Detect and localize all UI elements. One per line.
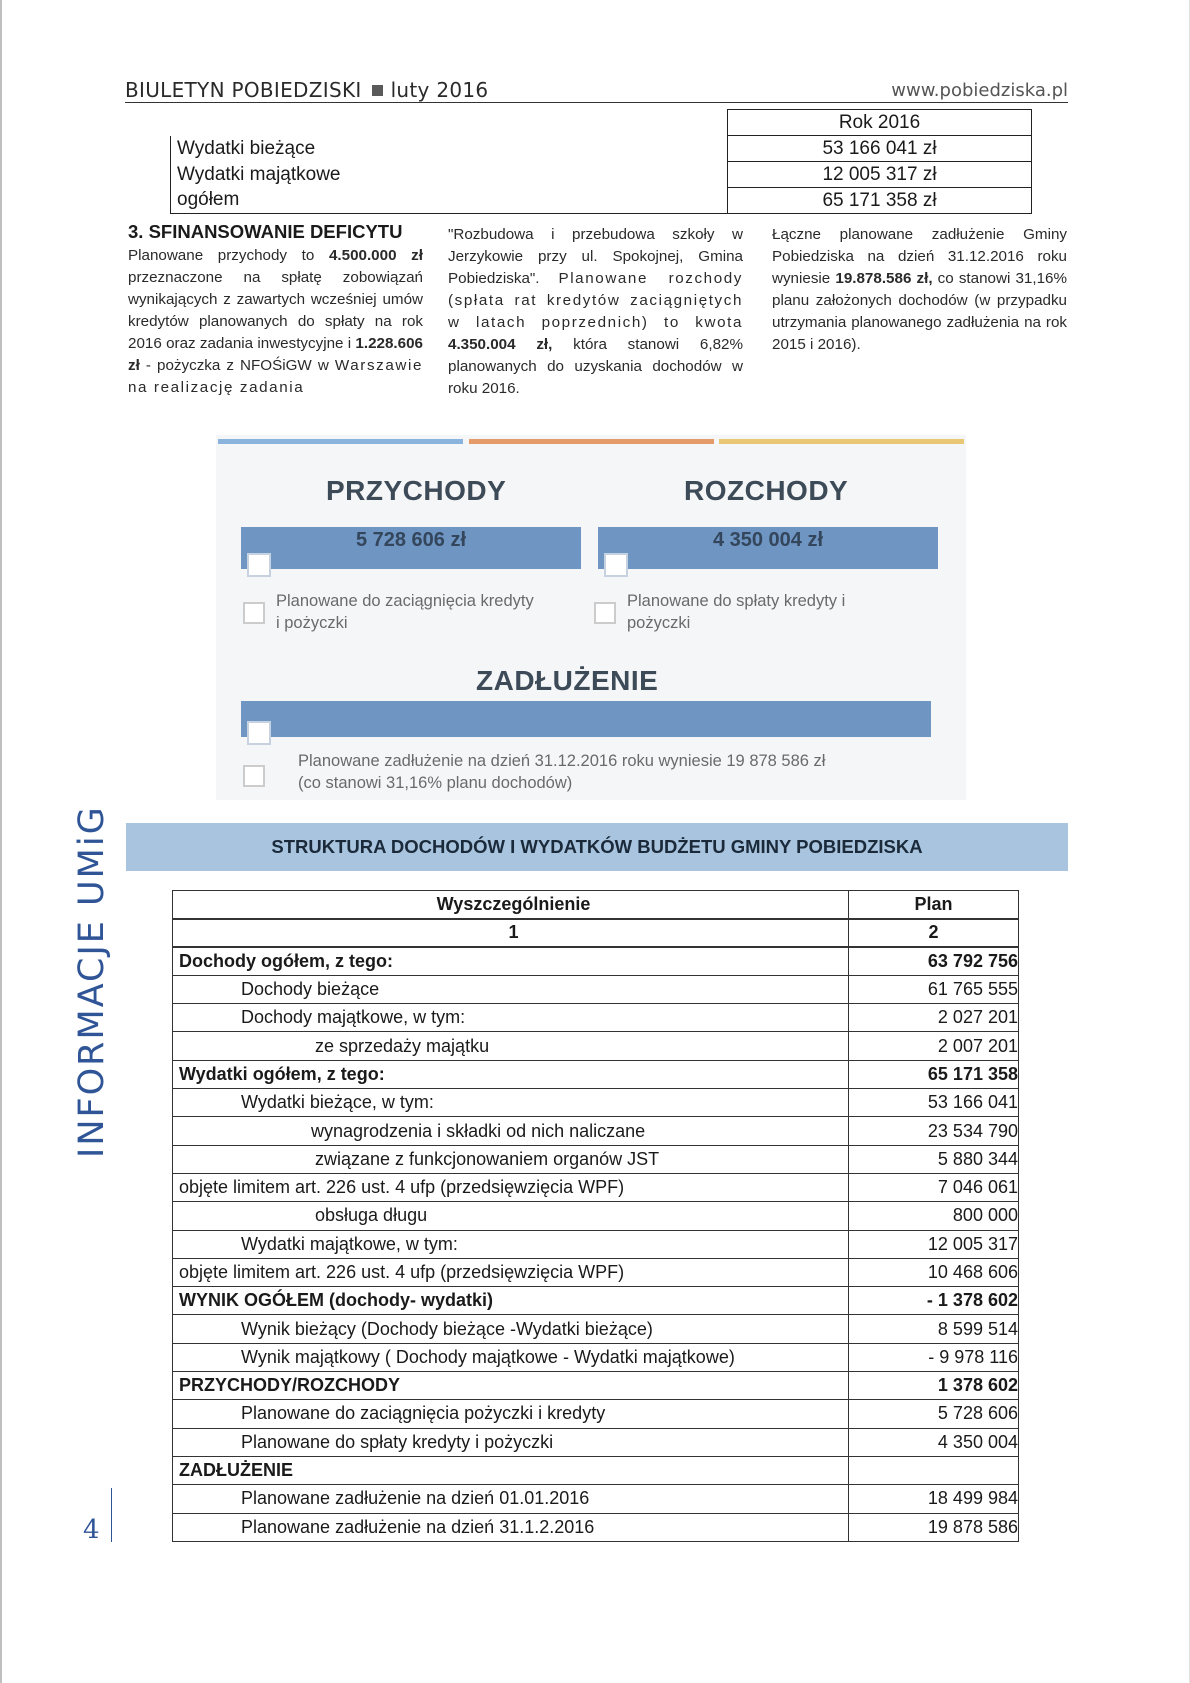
text-column-2 bbox=[448, 224, 743, 400]
checkbox-icon bbox=[243, 602, 265, 624]
page-header bbox=[125, 78, 1068, 104]
table-row bbox=[173, 1315, 1019, 1343]
row-value: 5 728 606 bbox=[849, 1400, 1019, 1428]
table-row bbox=[173, 1287, 1019, 1315]
row-value: 23 534 790 bbox=[849, 1117, 1019, 1145]
row-value: 65 171 358 zł bbox=[728, 188, 1032, 214]
row-value: 8 599 514 bbox=[849, 1315, 1019, 1343]
row-value: 4 350 004 bbox=[849, 1428, 1019, 1456]
table-row bbox=[173, 1230, 1019, 1258]
table-row bbox=[173, 1343, 1019, 1371]
bold-amount: 4.350.004 zł, bbox=[448, 336, 553, 353]
paragraph-text: która stanowi 6,82% planowanych do uzyskania dochodów w roku 2016. bbox=[448, 336, 743, 397]
page-edge-left bbox=[0, 0, 2, 1683]
bold-amount: 19.878.586 zł, bbox=[835, 270, 933, 287]
checkbox-icon bbox=[243, 765, 265, 787]
paragraph-text: co stanowi 31,16% planu założonych dochodów (w przypadku utrzymania planowanego zadłużenia na rok 2015 i 2016). bbox=[772, 270, 1067, 353]
bulletin-title bbox=[125, 78, 488, 102]
row-label: Wydatki bieżące bbox=[171, 136, 728, 162]
row-value: 53 166 041 zł bbox=[728, 136, 1032, 162]
row-value: 12 005 317 bbox=[849, 1230, 1019, 1258]
row-value: - 9 978 116 bbox=[849, 1343, 1019, 1371]
header-divider bbox=[125, 102, 1068, 103]
table-row bbox=[173, 1004, 1019, 1032]
table-row bbox=[173, 1372, 1019, 1400]
zadluzenie-heading: ZADŁUŻENIE bbox=[476, 665, 659, 696]
table-row bbox=[173, 1145, 1019, 1173]
row-label: ogółem bbox=[171, 188, 728, 214]
structure-title-band bbox=[126, 823, 1068, 871]
row-value: 2 027 201 bbox=[849, 1004, 1019, 1032]
table-row bbox=[173, 1060, 1019, 1088]
accent-line-orange bbox=[469, 439, 714, 444]
rozchody-heading: ROZCHODY bbox=[684, 475, 849, 506]
row-value: 18 499 984 bbox=[849, 1485, 1019, 1513]
paragraph-text: Planowane rozchody (spłata rat kredytów zaciągniętych w latach poprzednich) to kwota bbox=[448, 270, 743, 331]
year-header: Rok 2016 bbox=[728, 110, 1032, 136]
row-label: PRZYCHODY/ROZCHODY bbox=[173, 1372, 849, 1400]
row-label: WYNIK OGÓŁEM (dochody- wydatki) bbox=[173, 1287, 849, 1315]
row-label: Wydatki majątkowe bbox=[171, 162, 728, 188]
paragraph-text: Planowane przychody to bbox=[128, 247, 315, 264]
table-row bbox=[171, 110, 1032, 136]
row-value bbox=[849, 1456, 1019, 1484]
section-side-label: INFORMACJE UMiG bbox=[72, 805, 112, 1158]
column-number: 2 bbox=[849, 919, 1019, 947]
checkbox-icon bbox=[247, 721, 271, 745]
rozchody-note bbox=[627, 590, 845, 634]
table-row bbox=[173, 975, 1019, 1003]
row-value: 19 878 586 bbox=[849, 1513, 1019, 1541]
note-line: Planowane zadłużenie na dzień 31.12.2016 roku wyniesie 19 878 586 zł bbox=[298, 752, 826, 770]
structure-title: STRUKTURA DOCHODÓW I WYDATKÓW BUDŻETU GMINY POBIEDZISKA bbox=[271, 836, 923, 857]
row-label: ze sprzedaży majątku bbox=[173, 1032, 849, 1060]
row-label: Wydatki ogółem, z tego: bbox=[173, 1060, 849, 1088]
section-heading: 3. SFINANSOWANIE DEFICYTU bbox=[128, 221, 403, 242]
row-label: Wydatki bieżące, w tym: bbox=[173, 1089, 849, 1117]
table-row bbox=[173, 1485, 1019, 1513]
row-label: Dochody ogółem, z tego: bbox=[173, 947, 849, 975]
note-line: pożyczki bbox=[627, 614, 691, 632]
row-label: Planowane zadłużenie na dzień 31.1.2.2016 bbox=[173, 1513, 849, 1541]
table-row bbox=[171, 136, 1032, 162]
bulletin-date: luty 2016 bbox=[390, 78, 489, 102]
column-number: 1 bbox=[173, 919, 849, 947]
paragraph-text: Warszawie na realizację zadania bbox=[128, 357, 423, 396]
table-row bbox=[173, 1456, 1019, 1484]
row-value: 63 792 756 bbox=[849, 947, 1019, 975]
przychody-heading: PRZYCHODY bbox=[326, 475, 507, 506]
table-row bbox=[173, 1428, 1019, 1456]
budget-structure-table bbox=[172, 890, 1019, 1542]
paragraph-text: - pożyczka z NFOŚiGW w bbox=[145, 357, 329, 374]
bold-amount: 1.228.606 zł bbox=[128, 335, 423, 374]
row-value: 1 378 602 bbox=[849, 1372, 1019, 1400]
row-label: Dochody majątkowe, w tym: bbox=[173, 1004, 849, 1032]
table-row bbox=[173, 1258, 1019, 1286]
table-row bbox=[173, 1202, 1019, 1230]
row-label: objęte limitem art. 226 ust. 4 ufp (przedsięwzięcia WPF) bbox=[173, 1173, 849, 1201]
expenses-summary-table bbox=[170, 109, 1032, 214]
row-value: 53 166 041 bbox=[849, 1089, 1019, 1117]
row-label: Wynik majątkowy ( Dochody majątkowe - Wydatki majątkowe) bbox=[173, 1343, 849, 1371]
row-value: 7 046 061 bbox=[849, 1173, 1019, 1201]
row-label: związane z funkcjonowaniem organów JST bbox=[173, 1145, 849, 1173]
row-label: objęte limitem art. 226 ust. 4 ufp (przedsięwzięcia WPF) bbox=[173, 1258, 849, 1286]
row-label: ZADŁUŻENIE bbox=[173, 1456, 849, 1484]
table-cell bbox=[171, 110, 728, 136]
row-label: wynagrodzenia i składki od nich naliczane bbox=[173, 1117, 849, 1145]
page-number-rule bbox=[111, 1488, 112, 1542]
przychody-note bbox=[276, 590, 534, 634]
table-row bbox=[173, 947, 1019, 975]
text-column-3 bbox=[772, 224, 1067, 356]
row-value: 65 171 358 bbox=[849, 1060, 1019, 1088]
row-label: Planowane do zaciągnięcia pożyczki i kredyty bbox=[173, 1400, 849, 1428]
table-row bbox=[171, 162, 1032, 188]
rozchody-amount: 4 350 004 zł bbox=[712, 529, 824, 551]
row-value: 12 005 317 zł bbox=[728, 162, 1032, 188]
checkbox-icon bbox=[247, 553, 271, 577]
row-label: Wynik bieżący (Dochody bieżące -Wydatki bieżące) bbox=[173, 1315, 849, 1343]
note-line: (co stanowi 31,16% planu dochodów) bbox=[298, 774, 573, 792]
accent-line-yellow bbox=[719, 439, 964, 444]
website-url: www.pobiedziska.pl bbox=[891, 80, 1068, 101]
table-row bbox=[171, 188, 1032, 214]
table-row bbox=[173, 1089, 1019, 1117]
table-row bbox=[173, 1117, 1019, 1145]
row-value: 5 880 344 bbox=[849, 1145, 1019, 1173]
row-label: Planowane do spłaty kredyty i pożyczki bbox=[173, 1428, 849, 1456]
square-separator-icon bbox=[372, 85, 383, 96]
rozchody-bar bbox=[598, 527, 938, 569]
przychody-bar bbox=[241, 527, 581, 569]
bulletin-name: BIULETYN POBIEDZISKI bbox=[125, 78, 362, 102]
row-value: 2 007 201 bbox=[849, 1032, 1019, 1060]
row-value: 10 468 606 bbox=[849, 1258, 1019, 1286]
zadluzenie-bar bbox=[241, 701, 931, 737]
row-label: obsługa długu bbox=[173, 1202, 849, 1230]
accent-line-blue bbox=[218, 439, 463, 444]
zadluzenie-note bbox=[298, 750, 825, 794]
row-value: 800 000 bbox=[849, 1202, 1019, 1230]
note-line: Planowane do zaciągnięcia kredyty bbox=[276, 592, 534, 610]
column-header: Wyszczególnienie bbox=[173, 891, 849, 919]
table-row bbox=[173, 1513, 1019, 1541]
row-value: - 1 378 602 bbox=[849, 1287, 1019, 1315]
row-label: Wydatki majątkowe, w tym: bbox=[173, 1230, 849, 1258]
row-value: 61 765 555 bbox=[849, 975, 1019, 1003]
text-column-1 bbox=[128, 221, 423, 399]
paragraph-text: Łączne planowane zadłużenie Gminy Pobiedziska na dzień 31.12.2016 roku wyniesie bbox=[772, 226, 1067, 287]
checkbox-icon bbox=[604, 553, 628, 577]
finance-infographic bbox=[216, 435, 966, 800]
checkbox-icon bbox=[594, 602, 616, 624]
page-number: 4 bbox=[83, 1515, 100, 1545]
bold-amount: 4.500.000 zł bbox=[328, 247, 423, 264]
table-row bbox=[173, 1173, 1019, 1201]
paragraph-text: "Rozbudowa i przebudowa szkoły w Jerzykowie przy ul. Spokojnej, Gmina Pobiedziska". bbox=[448, 226, 743, 287]
table-row bbox=[173, 1032, 1019, 1060]
paragraph-text: przeznaczone na spłatę zobowiązań wynikających z zawartych wcześniej umów kredytów planowanych do spłaty na rok 2016 oraz zadania inwestycyjne i bbox=[128, 269, 423, 352]
column-header: Plan bbox=[849, 891, 1019, 919]
table-number-row bbox=[173, 919, 1019, 947]
table-row bbox=[173, 1400, 1019, 1428]
table-header-row bbox=[173, 891, 1019, 919]
note-line: Planowane do spłaty kredyty i bbox=[627, 592, 846, 610]
note-line: i pożyczki bbox=[276, 614, 348, 632]
row-label: Dochody bieżące bbox=[173, 975, 849, 1003]
row-label: Planowane zadłużenie na dzień 01.01.2016 bbox=[173, 1485, 849, 1513]
przychody-amount: 5 728 606 zł bbox=[355, 529, 467, 551]
